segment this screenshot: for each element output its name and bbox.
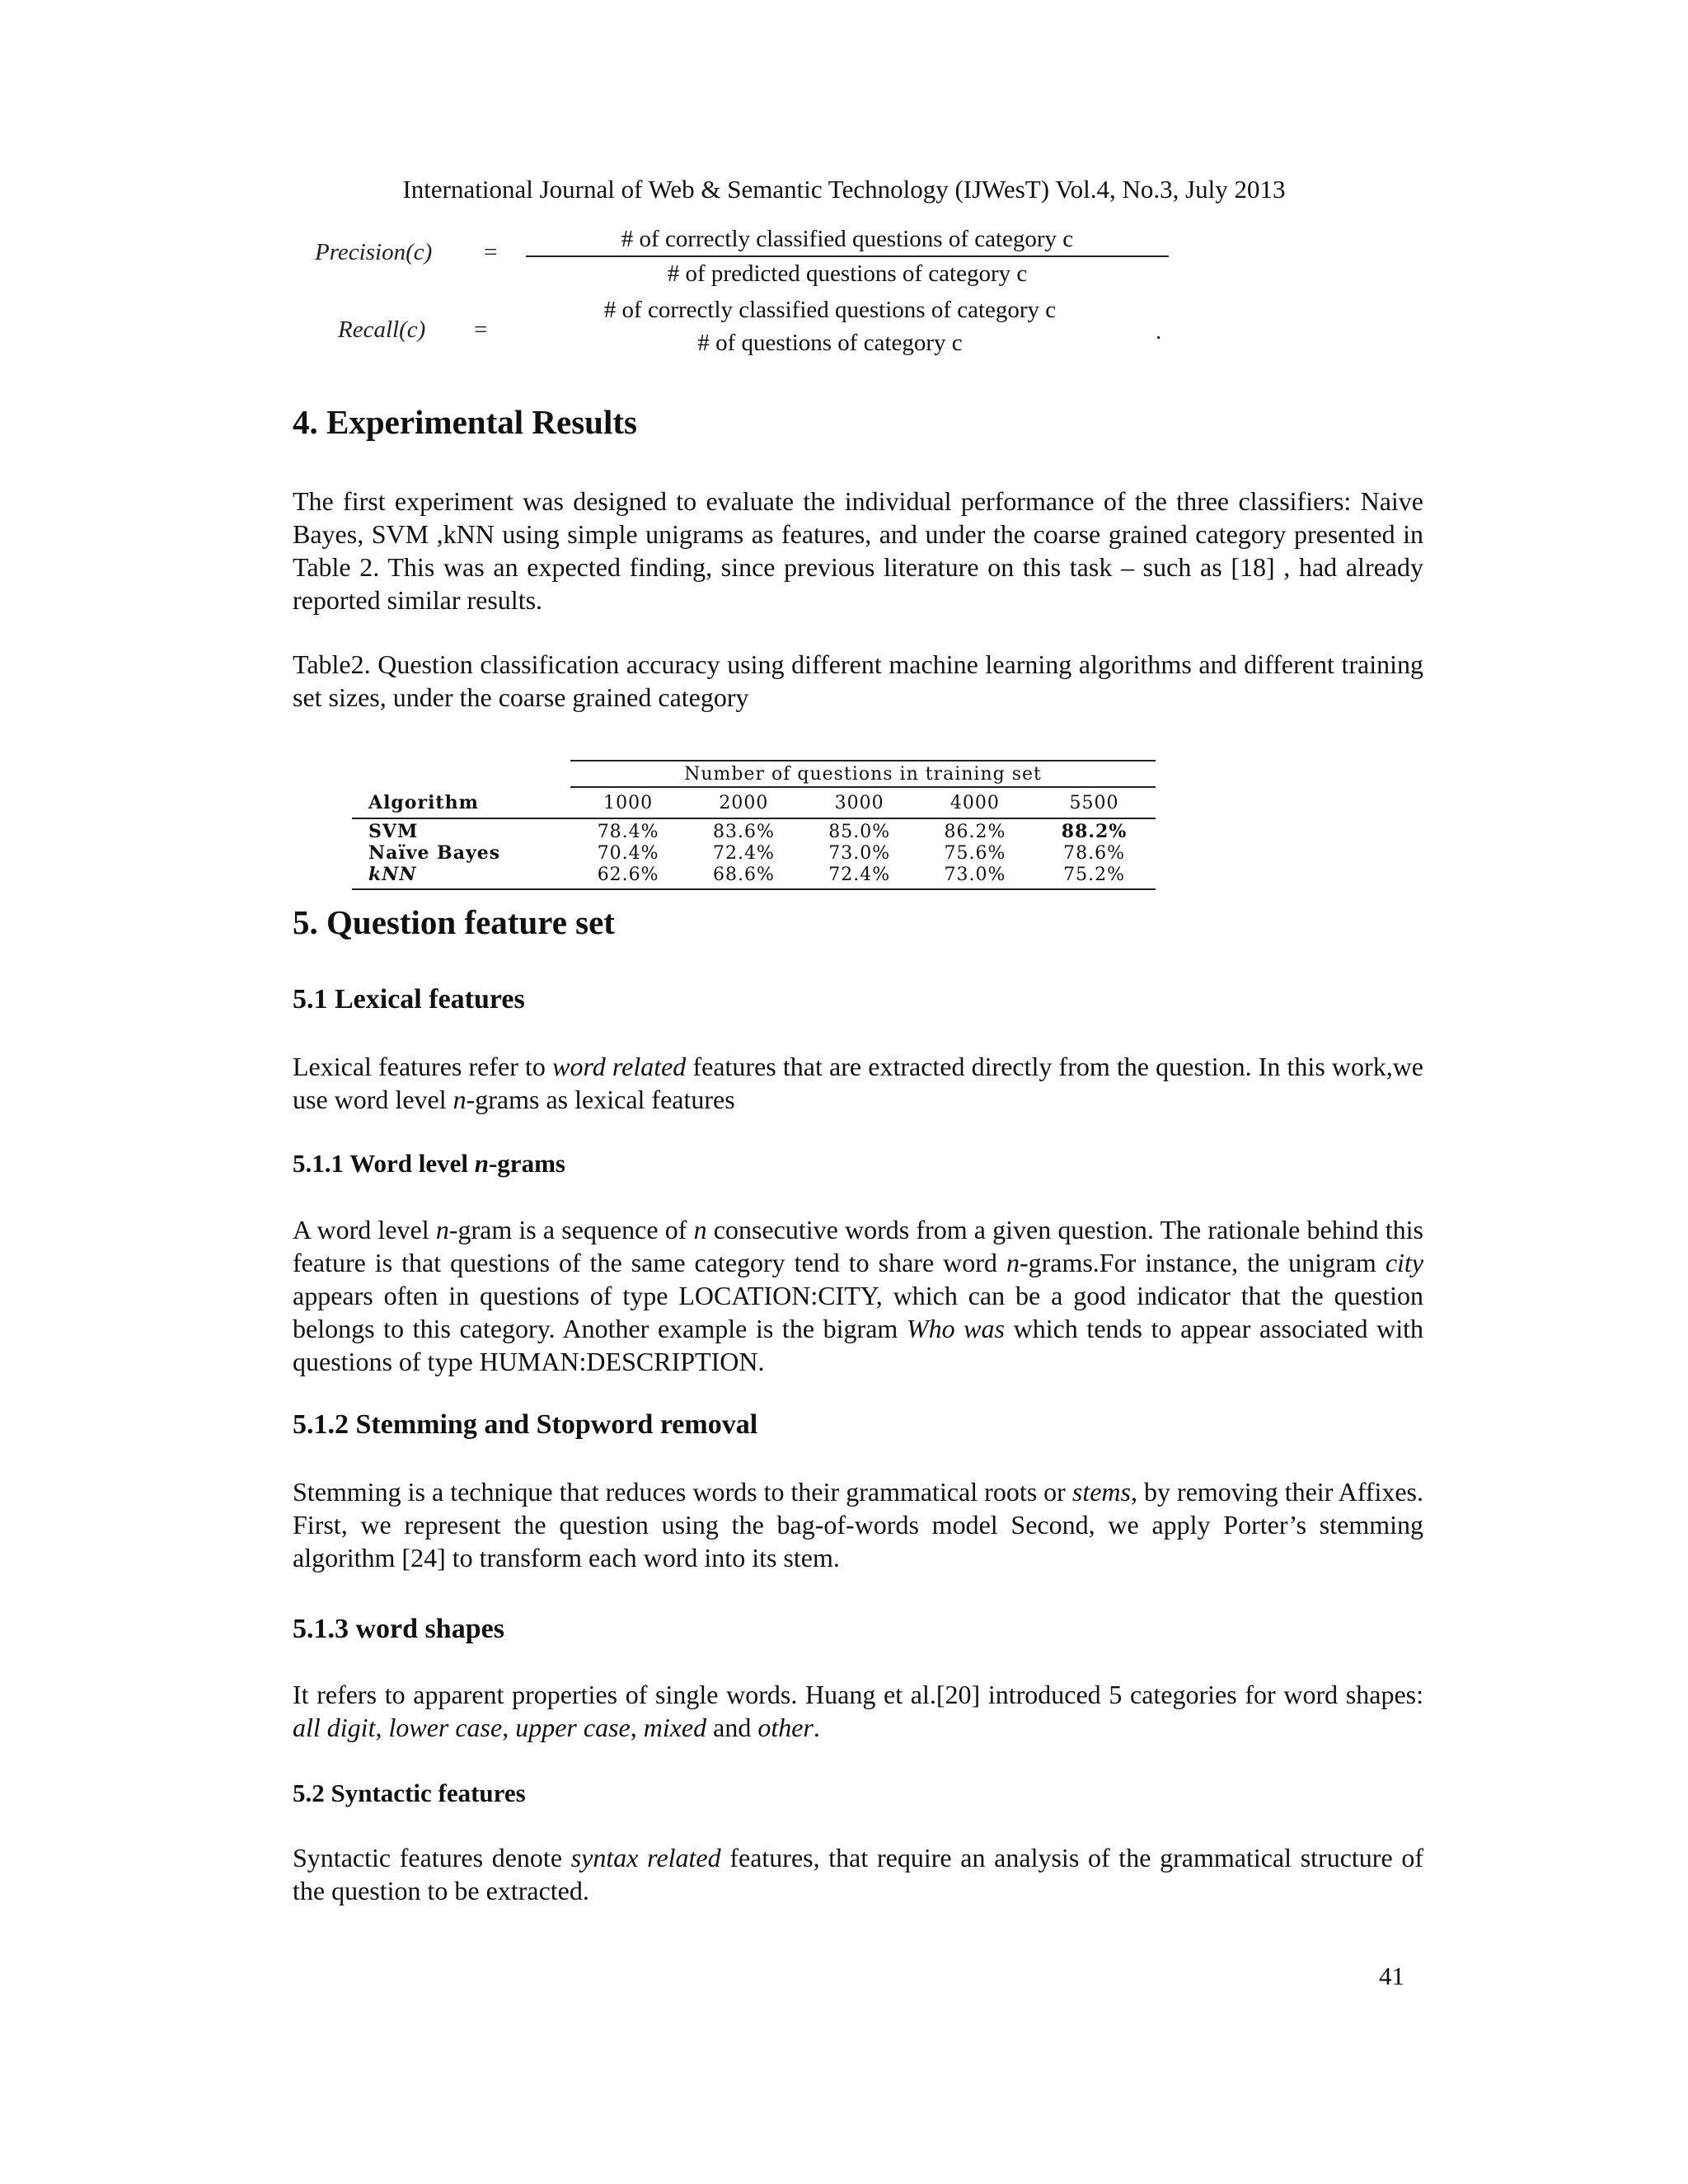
recall-fraction — [504, 297, 1156, 357]
subsection-5-2-title: 5.2 Syntactic features — [293, 1779, 526, 1807]
table-cell: 75.6% — [944, 842, 1006, 864]
table-cell: 70.4% — [597, 842, 659, 864]
table-cell: 88.2% — [1033, 818, 1156, 842]
table-cell: 75.2% — [1033, 864, 1156, 889]
table-cell: 68.6% — [686, 864, 801, 889]
section-4-paragraph: The first experiment was designed to evaluate the individual performance of the three classifiers: Naive Bayes, SVM ,kNN using simple unigrams as features, and under the coarse grained category presented in Table 2. This was an expected finding, since previous literature on this task – such as [18] , had already reported similar results. — [293, 486, 1423, 615]
table-cell: 72.4% — [712, 842, 775, 864]
subsection-5-1-title: 5.1 Lexical features — [293, 984, 525, 1015]
table-cell: 73.0% — [828, 842, 891, 864]
subsection-5-1-2-title: 5.1.2 Stemming and Stopword removal — [293, 1409, 758, 1440]
table-cell: 86.2% — [917, 818, 1033, 842]
table-caption: Table2. Question classification accuracy using different machine learning algorithms and different training set sizes, under the coarse grained category — [293, 649, 1423, 712]
word-ngrams-paragraph: A word level n-gram is a sequence of n consecutive words from a given question. The rationale behind this feature is that questions of the same category tend to share word n-grams.For instance, the unigram city appears often in questions of type LOCATION:CITY, which can be a good indicator that the question belongs to this category. Another example is the bigram Who was which tends to appear associated with questions of type HUMAN:DESCRIPTION. — [293, 1215, 1424, 1376]
table-cell: 72.4% — [802, 864, 917, 889]
algorithm-column-header: Algorithm — [368, 791, 479, 813]
recall-denominator: # of questions of category c — [697, 330, 963, 356]
word-shapes-paragraph: It refers to apparent properties of single words. Huang et al.[20] introduced 5 categories for word shapes: all digit, lower case, upper case, mixed and other. — [293, 1680, 1423, 1742]
recall-equals: = — [474, 316, 488, 343]
row-label: SVM — [352, 818, 570, 842]
table-cell: 85.0% — [802, 818, 917, 842]
column-header: 4000 — [950, 792, 1000, 813]
page-number: 41 — [1379, 1961, 1404, 1990]
recall-lhs: Recall(c) — [338, 316, 426, 343]
column-header: 3000 — [834, 792, 884, 813]
table-cell: 83.6% — [686, 818, 801, 842]
column-header: 2000 — [719, 792, 769, 813]
precision-lhs: Precision(c) — [315, 239, 433, 265]
lexical-features-paragraph: Lexical features refer to word related features that are extracted directly from the question. In this work,we use word level n-grams as lexical features — [293, 1052, 1424, 1114]
precision-numerator: # of correctly classified questions of category c — [526, 226, 1169, 257]
training-set-group-header: Number of questions in training set — [570, 761, 1156, 787]
table-cell: 73.0% — [917, 864, 1033, 889]
section-5-title: 5. Question feature set — [293, 903, 615, 941]
syntactic-features-paragraph: Syntactic features denote syntax related features, that require an analysis of the grammatical structure of the question to be extracted. — [293, 1843, 1424, 1905]
accuracy-table — [352, 760, 1156, 890]
table-row — [352, 864, 1156, 889]
row-label: Naïve Bayes — [368, 842, 501, 864]
precision-denominator: # of predicted questions of category c — [667, 260, 1028, 287]
table-cell: 62.6% — [570, 864, 686, 889]
table-cell: 78.6% — [1063, 842, 1125, 864]
column-header: 5500 — [1069, 792, 1119, 813]
running-header: International Journal of Web & Semantic Technology (IJWesT) Vol.4, No.3, July 2013 — [402, 175, 1286, 204]
table-cell: 78.4% — [570, 818, 686, 842]
table-row — [352, 818, 1156, 842]
precision-fraction — [526, 226, 1169, 288]
recall-period: . — [1156, 318, 1162, 344]
stemming-paragraph: Stemming is a technique that reduces words to their grammatical roots or stems, by removing their Affixes. First, we represent the question using the bag-of-words model Second, we apply Porter’s stemming algorithm [24] to transform each word into its stem. — [293, 1477, 1424, 1572]
subsection-5-1-3-title: 5.1.3 word shapes — [293, 1614, 504, 1644]
recall-numerator: # of correctly classified questions of category c — [603, 297, 1057, 323]
subsection-5-1-1-title: 5.1.1 Word level n-grams — [293, 1149, 565, 1178]
column-header: 1000 — [603, 792, 654, 813]
section-4-title: 4. Experimental Results — [293, 403, 637, 441]
precision-equals: = — [484, 239, 498, 265]
row-label: kNN — [352, 864, 570, 889]
table-row — [352, 842, 1156, 864]
